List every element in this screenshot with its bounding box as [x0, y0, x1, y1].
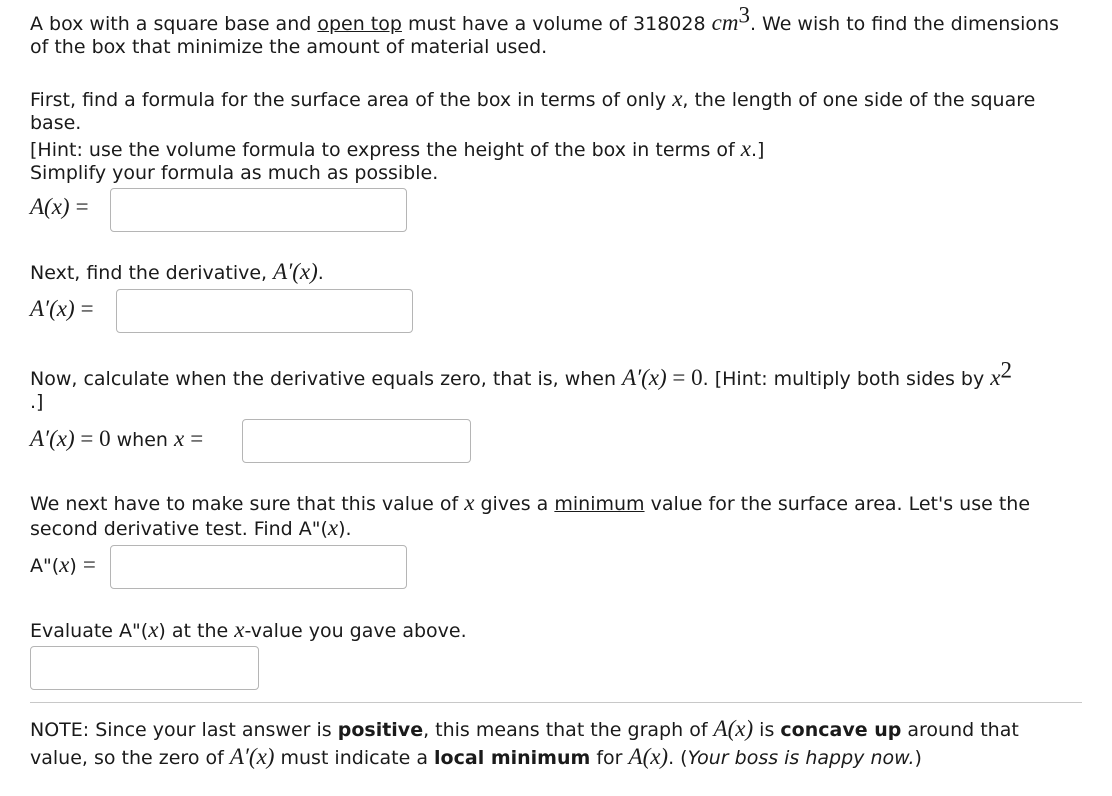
step4-line-1 — [30, 490, 1030, 517]
var-x: x — [148, 617, 159, 642]
step1-text: First, find a formula for the surface area of the box in terms of only — [30, 89, 673, 111]
a-double-prime-label: ) — [69, 555, 77, 577]
var-x: x — [672, 86, 683, 111]
step4-line-2 — [30, 515, 352, 542]
step5-text: Evaluate A"( — [30, 620, 149, 642]
hint-text: .] — [751, 139, 765, 161]
unit-exponent: 3 — [738, 2, 750, 28]
concave-up-emphasis: concave up — [780, 719, 902, 741]
step1-text: , the length of one side of the square — [682, 89, 1036, 111]
intro-line-2: of the box that minimize the amount of material used. — [30, 36, 548, 58]
var-x: x — [59, 552, 70, 577]
intro-text: A box with a square base and — [30, 13, 318, 35]
note-text: , this means that the graph of — [423, 719, 714, 741]
intro-line-1 — [30, 2, 1059, 37]
note-text: ) — [914, 747, 922, 769]
note-text: must indicate a — [274, 747, 435, 769]
a-prime-math: A′(x) — [229, 744, 275, 769]
step5-prompt — [30, 617, 467, 644]
step3-line-2: .] — [30, 391, 44, 413]
equals-sign: = — [82, 552, 96, 577]
step3-text: Now, calculate when the derivative equals zero, that is, when — [30, 368, 623, 390]
step3-text: . [Hint: multiply both sides by — [702, 368, 991, 390]
step4-text: second derivative test. Find A"( — [30, 518, 328, 540]
step4-label — [30, 552, 96, 578]
step5-text: ) at the — [158, 620, 235, 642]
critical-point-input[interactable] — [242, 419, 471, 463]
unit: cm — [711, 10, 739, 35]
a-of-x-math: A(x) — [713, 716, 754, 741]
surface-area-input[interactable] — [110, 188, 407, 232]
var-x: x — [327, 515, 339, 540]
exponent: 2 — [1000, 357, 1012, 383]
a-of-x-math: A(x) — [628, 744, 669, 769]
boss-note: Your boss is happy now. — [687, 747, 915, 769]
step2-text: Next, find the derivative, — [30, 262, 274, 284]
step1-line-2: base. — [30, 112, 82, 134]
a-prime-math: A′(x) — [273, 259, 318, 284]
note-line-2 — [30, 744, 922, 771]
equals-sign: = — [75, 194, 89, 219]
second-derivative-input[interactable] — [110, 545, 407, 589]
var-x: x — [464, 490, 475, 515]
intro-text: must have a volume of 318028 — [401, 13, 712, 35]
var-x: x — [740, 136, 752, 161]
a-prime-math: A′(x) — [622, 365, 667, 390]
note-text: is — [753, 719, 781, 741]
equals-sign: = — [80, 296, 94, 321]
a-prime-label: A′(x) — [30, 426, 75, 451]
positive-emphasis: positive — [337, 719, 424, 741]
step5-text: -value you gave above. — [244, 620, 467, 642]
note-text: NOTE: Since your last answer is — [30, 719, 338, 741]
equals-sign: = — [190, 426, 204, 451]
local-minimum-emphasis: local minimum — [434, 747, 591, 769]
step4-text: We next have to make sure that this value of — [30, 493, 465, 515]
step1-hint — [30, 136, 764, 163]
step1-simplify: Simplify your formula as much as possible. — [30, 162, 439, 184]
hint-text: [Hint: use the volume formula to express the height of the box in terms of — [30, 139, 741, 161]
equals-zero: = 0 — [666, 365, 703, 390]
a-prime-label: A′(x) — [30, 296, 75, 321]
note-text: value, so the zero of — [30, 747, 230, 769]
a-double-prime-label: A"( — [30, 555, 60, 577]
step2-label — [30, 296, 94, 322]
step4-text: gives a — [474, 493, 555, 515]
equals-zero: = 0 — [74, 426, 111, 451]
step4-text: ). — [338, 518, 352, 540]
var-x: x — [234, 617, 245, 642]
var-x: x — [174, 426, 185, 451]
open-top-emphasis: open top — [317, 13, 402, 35]
a-of-x-label: A(x) — [30, 194, 70, 219]
step1-label — [30, 194, 89, 220]
note-text: for — [590, 747, 629, 769]
note-line-1 — [30, 716, 1019, 743]
note-text: . ( — [668, 747, 688, 769]
step4-text: value for the surface area. Let's use the — [644, 493, 1031, 515]
note-text: around that — [901, 719, 1019, 741]
intro-text: . We wish to find the dimensions — [749, 13, 1059, 35]
var-x: x — [990, 365, 1001, 390]
derivative-input[interactable] — [116, 289, 413, 333]
step3-prompt — [30, 357, 1012, 392]
minimum-emphasis: minimum — [554, 493, 645, 515]
step2-text: . — [317, 262, 324, 284]
step1-line-1 — [30, 86, 1035, 113]
divider — [30, 702, 1082, 703]
step2-prompt — [30, 259, 324, 286]
step3-label — [30, 426, 203, 452]
when-text: when — [110, 429, 174, 451]
evaluate-input[interactable] — [30, 646, 259, 690]
